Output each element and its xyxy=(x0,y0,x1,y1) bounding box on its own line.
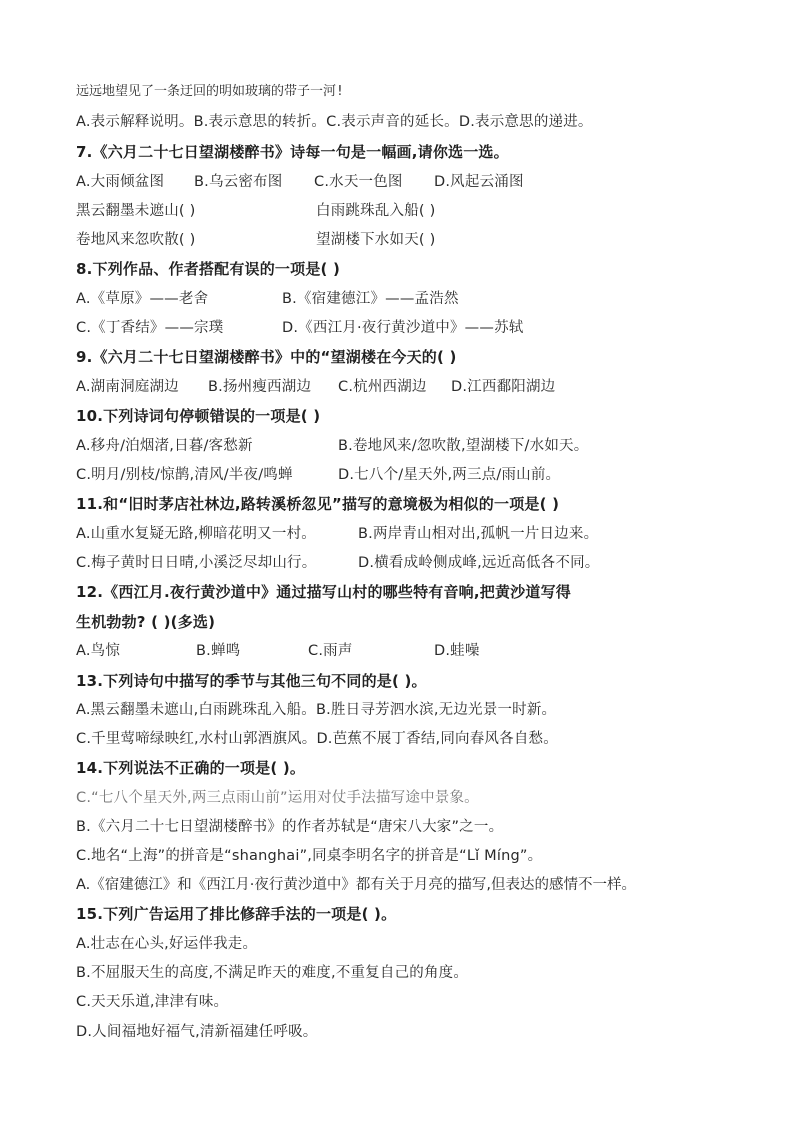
q8-option-d: D.《西江月·夜行黄沙道中》——苏轼 xyxy=(282,320,524,336)
q12-option-a: A.鸟惊 xyxy=(76,643,121,659)
q7-line-1: 黑云翻墨未遮山( ) xyxy=(76,203,196,219)
question-11: 11.和“旧时茅店社林边,路转溪桥忽见”描写的意境极为相似的一项是( ) xyxy=(76,495,560,513)
q10-option-b: B.卷地风来/忽吹散,望湖楼下/水如天。 xyxy=(338,438,589,454)
q10-option-d: D.七八个/星天外,两三点/雨山前。 xyxy=(338,467,561,483)
q14-option-b: B.《六月二十七日望湖楼醉书》的作者苏轼是“唐宋八大家”之一。 xyxy=(76,819,504,835)
q15-option-d: D.人间福地好福气,清新福建任呼吸。 xyxy=(76,1024,318,1040)
q12-option-c: C.雨声 xyxy=(308,643,353,659)
q9-option-c: C.杭州西湖边 xyxy=(338,379,427,395)
q8-option-b: B.《宿建德江》——孟浩然 xyxy=(282,291,459,307)
q14-option-a: A.《宿建德江》和《西江月·夜行黄沙道中》都有关于月亮的描写,但表达的感情不一样。 xyxy=(76,877,636,893)
q11-option-d: D.横看成岭侧成峰,远近高低各不同。 xyxy=(358,555,600,571)
q10-option-a: A.移舟/泊烟渚,日暮/客愁新 xyxy=(76,438,253,454)
q7-option-a: A.大雨倾盆图 xyxy=(76,174,165,190)
q15-option-a: A.壮志在心头,好运伴我走。 xyxy=(76,936,258,952)
q11-option-a: A.山重水复疑无路,柳暗花明又一村。 xyxy=(76,526,316,542)
q14-option-c-pinyin: C.地名“上海”的拼音是“shanghai”,同桌李明名字的拼音是“Lǐ Míng”。 xyxy=(76,848,543,864)
question-13: 13.下列诗句中描写的季节与其他三句不同的是( )。 xyxy=(76,672,427,690)
q8-option-c: C.《丁香结》——宗璞 xyxy=(76,320,224,336)
q7-line-2: 白雨跳珠乱入船( ) xyxy=(316,203,436,219)
q11-option-b: B.两岸青山相对出,孤帆一片日边来。 xyxy=(358,526,599,542)
q12-option-d: D.蛙噪 xyxy=(434,643,480,659)
q15-option-b: B.不屈服天生的高度,不满足昨天的难度,不重复自己的角度。 xyxy=(76,965,469,981)
question-8: 8.下列作品、作者搭配有误的一项是( ) xyxy=(76,260,341,278)
q7-line-4: 望湖楼下水如天( ) xyxy=(316,232,436,248)
q8-option-a: A.《草原》——老舍 xyxy=(76,291,209,307)
question-15: 15.下列广告运用了排比修辞手法的一项是( )。 xyxy=(76,905,397,923)
q9-option-a: A.湖南洞庭湖边 xyxy=(76,379,179,395)
q10-option-c: C.明月/别枝/惊鹊,清风/半夜/鸣蝉 xyxy=(76,467,293,483)
q12-option-b: B.蝉鸣 xyxy=(196,643,241,659)
question-12-cont: 生机勃勃? ( )(多选) xyxy=(76,613,216,631)
q7-option-c: C.水天一色图 xyxy=(314,174,403,190)
q7-line-3: 卷地风来忽吹散( ) xyxy=(76,232,196,248)
q13-row-1: A.黑云翻墨未遮山,白雨跳珠乱入船。B.胜日寻芳泗水滨,无边光景一时新。 xyxy=(76,702,557,718)
q15-option-c: C.天天乐道,津津有味。 xyxy=(76,994,229,1010)
question-12: 12.《西江月.夜行黄沙道中》通过描写山村的哪些特有音响,把黄沙道写得 xyxy=(76,583,571,601)
q9-option-d: D.江西鄱阳湖边 xyxy=(451,379,556,395)
passage-line: 远远地望见了一条迂回的明如玻璃的带子一河! xyxy=(76,84,344,99)
question-10: 10.下列诗词句停顿错误的一项是( ) xyxy=(76,407,321,425)
question-9: 9.《六月二十七日望湖楼醉书》中的“望湖楼在今天的( ) xyxy=(76,348,457,366)
q9-option-b: B.扬州瘦西湖边 xyxy=(208,379,312,395)
q7-option-d: D.风起云涌图 xyxy=(434,174,524,190)
q11-option-c: C.梅子黄时日日晴,小溪泛尽却山行。 xyxy=(76,555,317,571)
q6-options: A.表示解释说明。B.表示意思的转折。C.表示声音的延长。D.表示意思的递进。 xyxy=(76,114,593,130)
question-14: 14.下列说法不正确的一项是( )。 xyxy=(76,759,306,777)
q14-option-c: C.“七八个星天外,两三点雨山前”运用对仗手法描写途中景象。 xyxy=(76,790,479,806)
question-7: 7.《六月二十七日望湖楼醉书》诗每一句是一幅画,请你选一选。 xyxy=(76,143,509,161)
q7-option-b: B.乌云密布图 xyxy=(194,174,283,190)
q13-row-2: C.千里莺啼绿映红,水村山郭酒旗风。D.芭蕉不展丁香结,同向春风各自愁。 xyxy=(76,731,558,747)
